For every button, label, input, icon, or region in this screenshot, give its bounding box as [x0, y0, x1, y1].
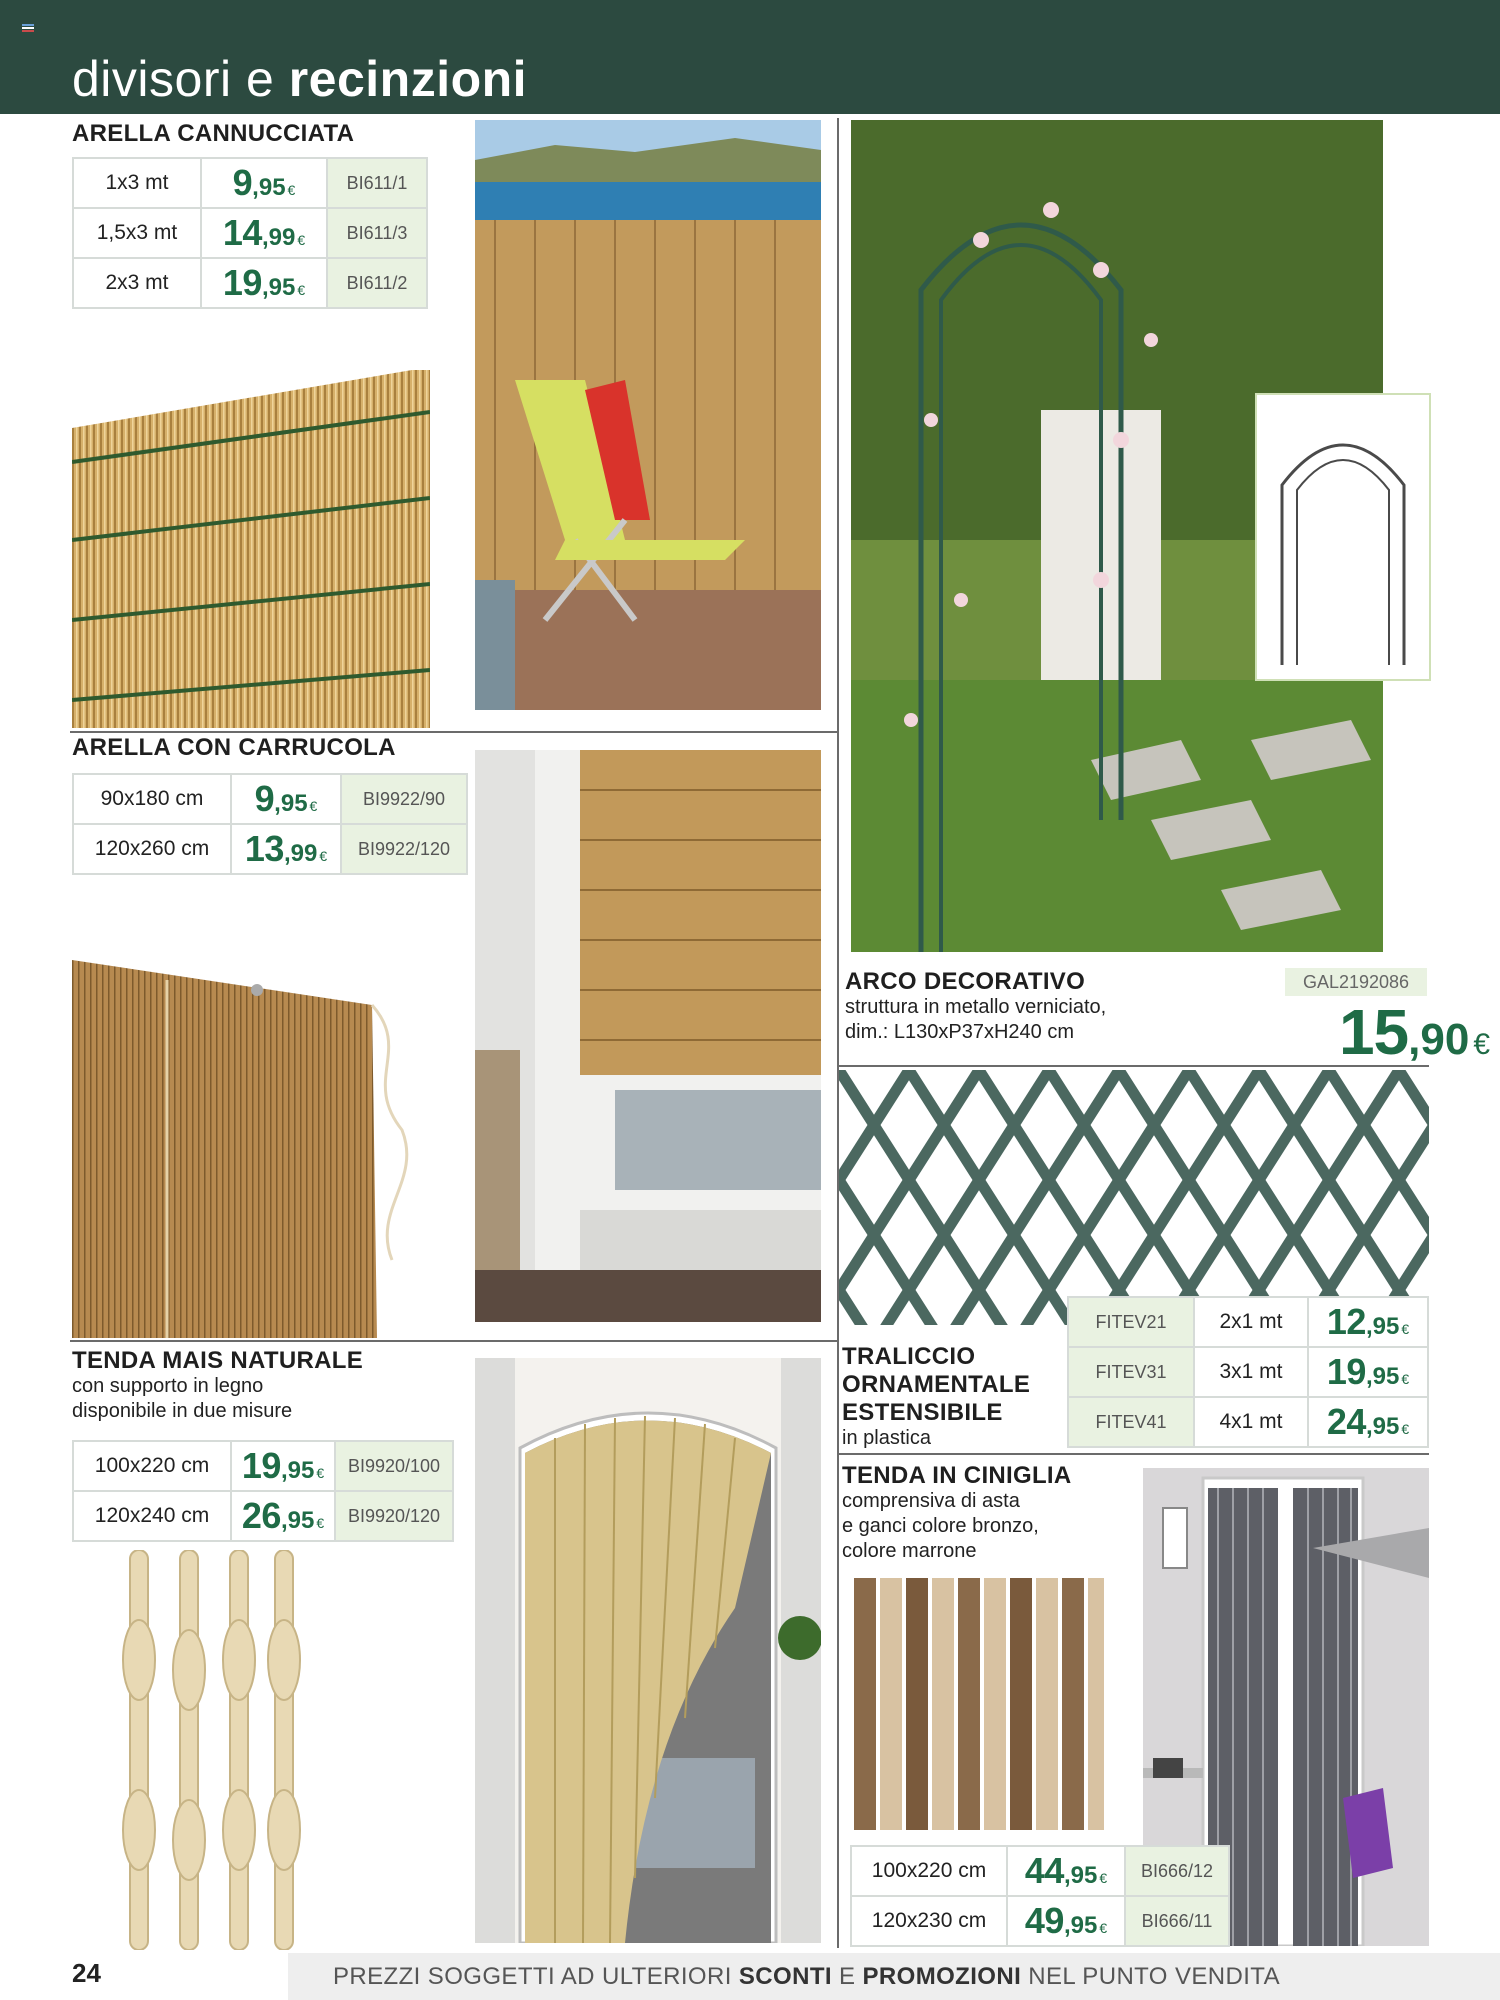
footer-disclaimer: PREZZI SOGGETTI AD ULTERIORI SCONTI E PROMOZIONI NEL PUNTO VENDITA — [333, 1963, 1280, 1990]
beach-terrace-photo — [475, 120, 821, 710]
price-cell: 14,99 € — [201, 208, 327, 258]
product-description: dim.: L130xP37xH240 cm — [845, 1021, 1075, 1043]
product-title: ESTENSIBILE — [842, 1399, 1003, 1426]
section-divider — [70, 1340, 838, 1342]
price-cell: 9,95 € — [231, 774, 341, 824]
size-cell: 3x1 mt — [1194, 1347, 1308, 1397]
size-cell: 1,5x3 mt — [73, 208, 201, 258]
code-cell: FITEV41 — [1068, 1397, 1194, 1447]
size-cell: 1x3 mt — [73, 158, 201, 208]
code-cell: BI611/3 — [327, 208, 427, 258]
size-cell: 100x220 cm — [851, 1846, 1007, 1896]
window-blind-photo — [475, 750, 821, 1322]
product-title: ORNAMENTALE — [842, 1371, 1031, 1398]
product-price: 15,90 € — [1338, 996, 1490, 1068]
price-cell: 12,95 € — [1308, 1297, 1428, 1347]
product-description: e ganci colore bronzo, — [842, 1515, 1039, 1537]
size-cell: 120x230 cm — [851, 1896, 1007, 1946]
code-cell: BI9922/120 — [341, 824, 467, 874]
price-table — [850, 1845, 1230, 1947]
product-description: disponibile in due misure — [72, 1400, 293, 1422]
page-title: divisori e recinzioni — [72, 51, 528, 107]
price-cell: 26,95 € — [231, 1491, 335, 1541]
price-table — [72, 1440, 454, 1542]
chenille-strands-image — [850, 1578, 1106, 1830]
product-description: comprensiva di asta — [842, 1490, 1020, 1512]
price-table — [72, 773, 468, 875]
size-cell: 2x3 mt — [73, 258, 201, 308]
size-cell: 100x220 cm — [73, 1441, 231, 1491]
section-divider — [839, 1453, 1429, 1455]
price-table — [1067, 1296, 1429, 1448]
table-row — [73, 824, 467, 874]
product-title: ARELLA CANNUCCIATA — [72, 120, 355, 147]
code-cell: FITEV31 — [1068, 1347, 1194, 1397]
product-description: struttura in metallo verniciato, — [845, 996, 1107, 1018]
table-row — [73, 158, 427, 208]
page-number: 24 — [72, 1958, 101, 1988]
table-row — [73, 1491, 453, 1541]
price-table — [72, 157, 428, 309]
table-row — [73, 774, 467, 824]
reed-blind-image — [72, 960, 432, 1338]
page-header — [0, 0, 1500, 114]
corn-curtain-photo — [475, 1358, 821, 1943]
price-cell: 19,95 € — [1308, 1347, 1428, 1397]
section-divider — [70, 731, 838, 733]
product-title: TENDA IN CINIGLIA — [842, 1462, 1072, 1489]
code-cell: BI666/11 — [1125, 1896, 1229, 1946]
price-cell: 9,95 € — [201, 158, 327, 208]
product-code: GAL2192086 — [1285, 968, 1427, 996]
table-row — [851, 1846, 1229, 1896]
size-cell: 120x240 cm — [73, 1491, 231, 1541]
price-cell: 24,95 € — [1308, 1397, 1428, 1447]
code-cell: BI611/2 — [327, 258, 427, 308]
table-row — [851, 1896, 1229, 1946]
table-row — [1068, 1397, 1428, 1447]
price-cell: 49,95 € — [1007, 1896, 1125, 1946]
product-description: con supporto in legno — [72, 1375, 264, 1397]
reed-mat-image — [72, 370, 430, 728]
table-row — [73, 1441, 453, 1491]
table-row — [73, 208, 427, 258]
corn-strand-image — [115, 1550, 315, 1950]
product-description: colore marrone — [842, 1540, 977, 1562]
size-cell: 90x180 cm — [73, 774, 231, 824]
table-row — [1068, 1297, 1428, 1347]
trellis-image — [839, 1070, 1429, 1325]
code-cell: BI611/1 — [327, 158, 427, 208]
price-cell: 13,99 € — [231, 824, 341, 874]
product-title: TRALICCIO — [842, 1343, 976, 1370]
size-cell: 4x1 mt — [1194, 1397, 1308, 1447]
column-divider — [837, 118, 839, 1948]
product-description: in plastica — [842, 1427, 931, 1449]
metal-arch-image — [1257, 395, 1429, 679]
product-title: ARELLA CON CARRUCOLA — [72, 734, 396, 761]
code-cell: BI9922/90 — [341, 774, 467, 824]
price-cell: 19,95 € — [201, 258, 327, 308]
size-cell: 2x1 mt — [1194, 1297, 1308, 1347]
price-cell: 44,95 € — [1007, 1846, 1125, 1896]
product-title: TENDA MAIS NATURALE — [72, 1347, 364, 1374]
size-cell: 120x260 cm — [73, 824, 231, 874]
table-row — [73, 258, 427, 308]
arch-product-inset — [1255, 393, 1431, 681]
price-cell: 19,95 € — [231, 1441, 335, 1491]
code-cell: BI9920/120 — [335, 1491, 453, 1541]
code-cell: FITEV21 — [1068, 1297, 1194, 1347]
code-cell: BI666/12 — [1125, 1846, 1229, 1896]
product-title: ARCO DECORATIVO — [845, 968, 1086, 995]
footer-banner — [288, 1953, 1500, 2000]
table-row — [1068, 1347, 1428, 1397]
code-cell: BI9920/100 — [335, 1441, 453, 1491]
flag-icon — [22, 24, 34, 32]
